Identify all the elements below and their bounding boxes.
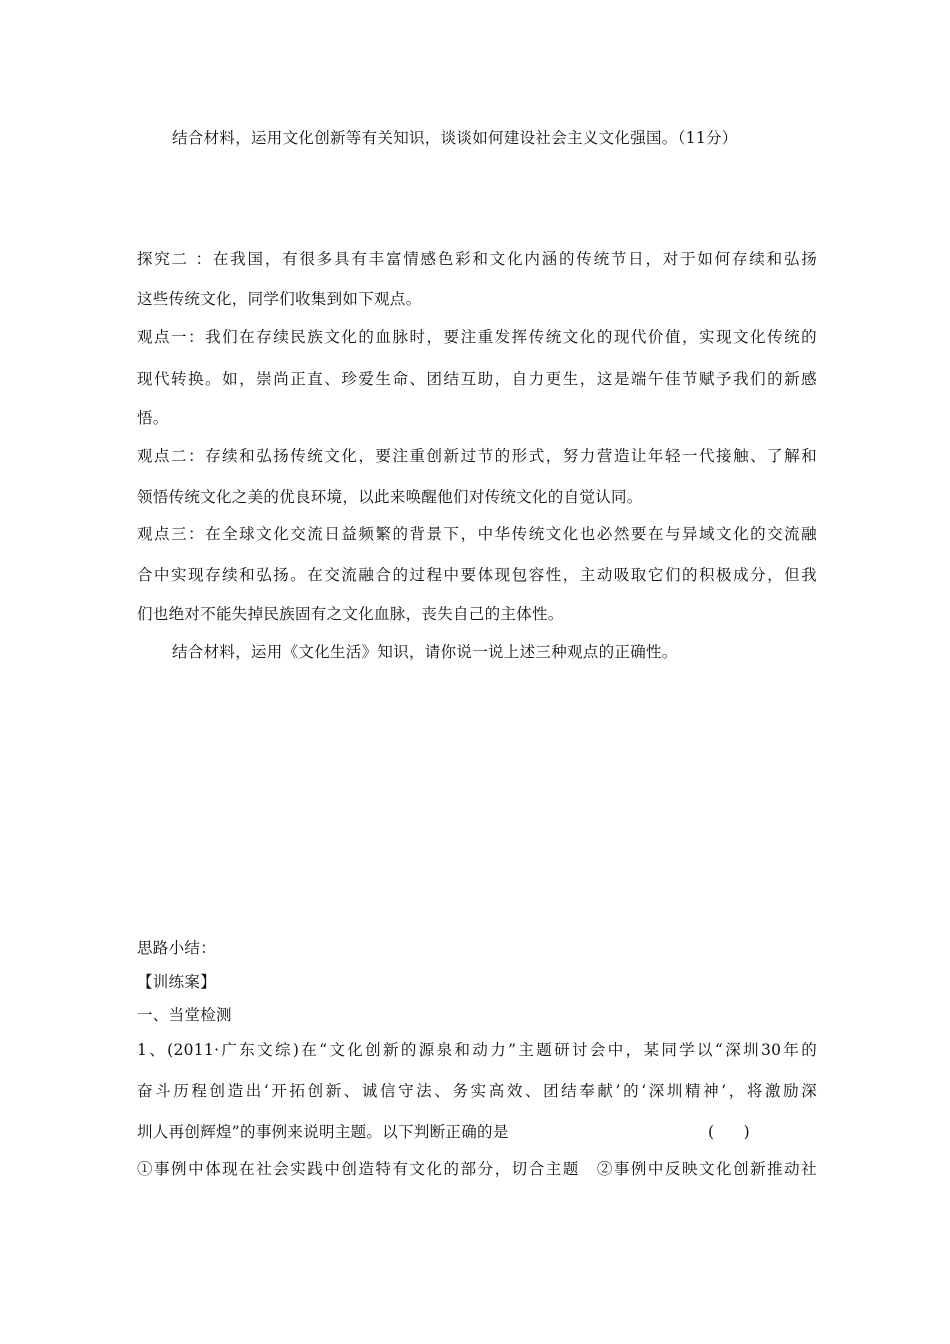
view3-line2: 合中实现存续和弘扬。在交流融合的过程中要体现包容性，主动吸取它们的积极成分，但我	[137, 566, 817, 584]
view2-line2: 领悟传统文化之美的优良环境，以此来唤醒他们对传统文化的自觉认同。	[137, 488, 643, 506]
explore2-intro-line1: 探究二 ：在我国，有很多具有丰富情感色彩和文化内涵的传统节日，对于如何存续和弘扬	[137, 250, 817, 268]
view1-line1: 观点一：我们在存续民族文化的血脉时，要注重发挥传统文化的现代价值，实现文化传统的	[137, 328, 817, 346]
view3-line3: 们也绝对不能失掉民族固有之文化血脉，丧失自己的主体性。	[137, 605, 564, 623]
training-title: 【训练案】	[137, 973, 217, 991]
explore2-question: 结合材料，运用《文化生活》知识，请你说一说上述三种观点的正确性。	[172, 643, 678, 661]
q1-line1: 1、(2011·广东文综)在“文化创新的源泉和动力”主题研讨会中，某同学以“深圳30年的	[137, 1041, 817, 1059]
q1-line2: 奋斗历程创造出‘开拓创新、诚信守法、务实高效、团结奉献’的‘深圳精神’，将激励深	[137, 1082, 817, 1100]
view1-line3: 悟。	[137, 409, 169, 427]
view1-line2: 现代转换。如，崇尚正直、珍爱生命、团结互助，自力更生，这是端午佳节赋予我们的新感	[137, 370, 817, 388]
view2-line1: 观点二：存续和弘扬传统文化，要注重创新过节的形式，努力营造让年轻一代接触、了解和	[137, 447, 817, 465]
section1-title: 一、当堂检测	[137, 1006, 232, 1024]
q1-answer-paren: ( )	[708, 1123, 750, 1141]
view3-line1: 观点三：在全球文化交流日益频繁的背景下，中华传统文化也必然要在与异域文化的交流融	[137, 525, 817, 543]
summary-label: 思路小结：	[137, 939, 217, 957]
question-top: 结合材料，运用文化创新等有关知识，谈谈如何建设社会主义文化强国。（11分）	[172, 129, 738, 147]
explore2-intro-line2: 这些传统文化，同学们收集到如下观点。	[137, 290, 422, 308]
q1-line3: 圳人再创辉煌”的事例来说明主题。以下判断正确的是	[137, 1123, 509, 1141]
q1-line4: ①事例中体现在社会实践中创造特有文化的部分，切合主题 ②事例中反映文化创新推动社	[137, 1160, 817, 1178]
